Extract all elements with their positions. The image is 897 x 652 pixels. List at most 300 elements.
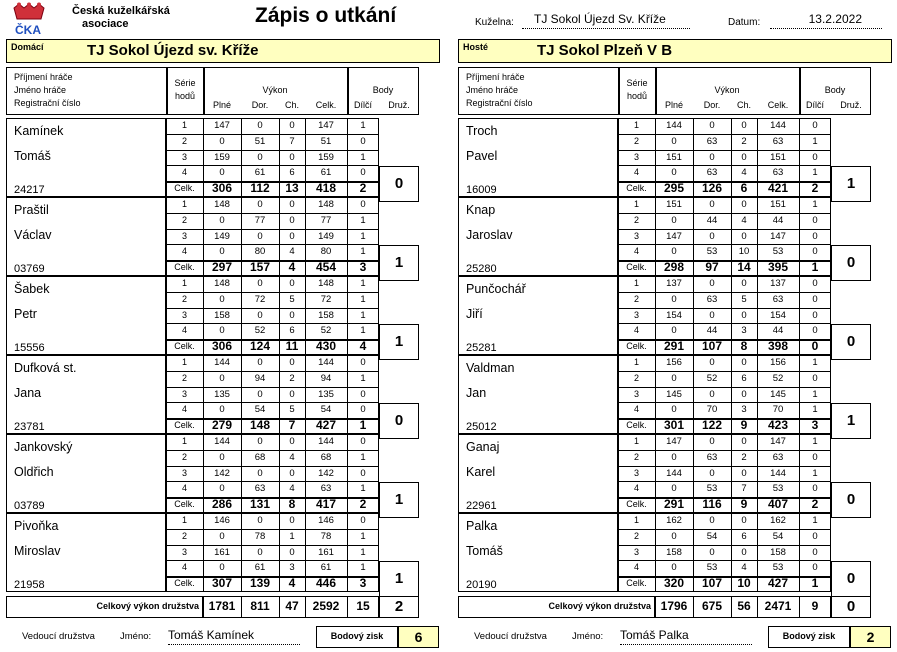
score-cell: 154 xyxy=(770,309,786,321)
column-label: hodů xyxy=(626,91,648,101)
away-col-ch: Ch. xyxy=(736,100,751,110)
score-cell: 0 xyxy=(257,278,263,289)
score-cell: 0 xyxy=(709,546,715,558)
score-cell: 6 xyxy=(289,167,295,179)
score-cell: 157 xyxy=(249,260,271,275)
score-cell: 54 xyxy=(706,530,718,542)
score-cell: 4 xyxy=(288,260,296,275)
score-cell: 156 xyxy=(770,357,786,368)
score-cell: 0 xyxy=(709,151,715,163)
score-cell: 0 xyxy=(360,467,366,479)
score-cell: 0 xyxy=(257,120,263,131)
score-cell: 0 xyxy=(812,562,818,574)
serie-number: 4 xyxy=(181,325,187,336)
serie-number: 2 xyxy=(181,451,187,462)
stats-row-divider xyxy=(618,466,831,467)
stats-row-divider xyxy=(166,481,379,482)
score-cell: 0 xyxy=(219,246,225,258)
score-cell: 0 xyxy=(741,120,747,131)
score-cell: 0 xyxy=(741,388,747,400)
score-cell: 398 xyxy=(767,339,789,354)
score-cell: 1 xyxy=(360,530,366,542)
score-cell: 1 xyxy=(360,246,366,258)
player-team-point: 1 xyxy=(379,324,419,360)
score-cell: 0 xyxy=(360,388,366,400)
stats-row-divider xyxy=(618,529,831,530)
serie-total-label: Celk. xyxy=(174,341,195,352)
player-firstname: Tomáš xyxy=(466,544,503,558)
stats-row-divider xyxy=(166,150,379,151)
score-cell: 126 xyxy=(701,181,723,196)
home-vykon-header: Výkon xyxy=(262,85,288,95)
serie-total-label: Celk. xyxy=(174,578,195,589)
score-cell: 151 xyxy=(666,151,682,163)
score-cell: 0 xyxy=(219,167,225,179)
organization-name: Česká kuželkářská asociace xyxy=(72,5,170,30)
score-cell: 0 xyxy=(257,309,263,321)
score-cell: 1 xyxy=(360,309,366,321)
cka-logo xyxy=(10,2,44,36)
player-surname: Jankovský xyxy=(14,440,73,454)
player-firstname: Jan xyxy=(466,386,487,400)
stats-row-divider xyxy=(618,560,831,561)
score-cell: 4 xyxy=(359,339,367,354)
score-cell: 6 xyxy=(740,181,748,196)
score-cell: 0 xyxy=(219,451,225,463)
score-cell: 162 xyxy=(666,515,682,526)
score-cell: 395 xyxy=(767,260,789,275)
score-cell: 122 xyxy=(701,418,723,433)
score-cell: 53 xyxy=(772,562,784,574)
score-cell: 0 xyxy=(289,388,295,400)
score-cell: 0 xyxy=(360,404,366,416)
score-cell: 0 xyxy=(671,135,677,147)
away-team-bar xyxy=(458,39,892,63)
team-total-value: 811 xyxy=(250,599,270,613)
score-cell: 151 xyxy=(666,199,682,210)
score-cell: 0 xyxy=(289,515,295,526)
score-cell: 0 xyxy=(812,530,818,542)
score-cell: 137 xyxy=(666,278,682,289)
score-cell: 144 xyxy=(770,467,786,479)
serie-total-label: Celk. xyxy=(626,420,647,431)
serie-number: 4 xyxy=(633,325,639,336)
score-cell: 70 xyxy=(772,404,784,416)
serie-number: 3 xyxy=(181,309,187,320)
serie-total-label: Celk. xyxy=(174,420,195,431)
serie-number: 4 xyxy=(633,562,639,573)
stats-row-divider xyxy=(166,134,379,135)
away-col-celk: Celk. xyxy=(767,100,789,110)
score-cell: 3 xyxy=(741,404,747,416)
score-cell: 1 xyxy=(360,230,366,242)
score-cell: 2 xyxy=(811,497,819,512)
score-cell: 0 xyxy=(741,515,747,526)
stats-row-divider xyxy=(618,165,831,166)
score-cell: 158 xyxy=(318,309,334,321)
serie-number: 3 xyxy=(633,388,639,399)
score-cell: 72 xyxy=(320,293,332,305)
away-col-druz: Druž. xyxy=(840,100,862,110)
score-cell: 0 xyxy=(812,278,818,289)
score-cell: 10 xyxy=(738,246,750,258)
score-cell: 1 xyxy=(360,372,366,384)
score-cell: 63 xyxy=(706,451,718,463)
score-cell: 1 xyxy=(360,325,366,337)
score-cell: 295 xyxy=(663,181,685,196)
score-cell: 0 xyxy=(812,372,818,384)
serie-total-label: Celk. xyxy=(174,183,195,194)
score-cell: 78 xyxy=(254,530,266,542)
score-cell: 0 xyxy=(741,151,747,163)
serie-number: 3 xyxy=(633,230,639,241)
serie-number: 3 xyxy=(181,467,187,478)
score-cell: 0 xyxy=(812,546,818,558)
score-cell: 0 xyxy=(709,388,715,400)
score-cell: 4 xyxy=(741,214,747,226)
score-cell: 4 xyxy=(289,451,295,463)
player-surname: Šabek xyxy=(14,282,50,296)
player-firstname: Jaroslav xyxy=(466,228,513,242)
score-cell: 148 xyxy=(318,199,334,210)
player-team-point: 0 xyxy=(379,166,419,202)
stats-row-divider xyxy=(618,450,831,451)
column-label: Registrační číslo xyxy=(466,98,533,108)
home-player-col-header xyxy=(14,71,81,110)
score-cell: 1 xyxy=(811,576,819,591)
player-reg-number: 24217 xyxy=(14,184,45,197)
player-surname: Kamínek xyxy=(14,124,64,138)
score-cell: 1 xyxy=(812,436,818,447)
column-label: hodů xyxy=(174,91,196,101)
away-player-block xyxy=(458,276,871,355)
home-player-block xyxy=(6,355,419,434)
score-cell: 0 xyxy=(741,436,747,447)
player-surname: Dufková st. xyxy=(14,361,77,375)
svg-text:ČKA: ČKA xyxy=(15,23,41,37)
score-cell: 0 xyxy=(219,404,225,416)
player-team-point: 1 xyxy=(831,403,871,439)
score-cell: 4 xyxy=(288,576,296,591)
score-cell: 147 xyxy=(770,436,786,447)
score-cell: 51 xyxy=(254,135,266,147)
leader-name-label: Jméno: xyxy=(572,631,604,642)
score-cell: 297 xyxy=(211,260,233,275)
player-surname: Knap xyxy=(466,203,496,217)
serie-number: 4 xyxy=(181,246,187,257)
score-cell: 0 xyxy=(257,546,263,558)
player-reg-number: 25281 xyxy=(466,342,497,355)
score-cell: 2 xyxy=(741,451,747,463)
score-cell: 0 xyxy=(812,120,818,131)
score-cell: 0 xyxy=(812,151,818,163)
score-cell: 0 xyxy=(219,372,225,384)
score-cell: 148 xyxy=(214,199,230,210)
stats-row-divider xyxy=(166,308,379,309)
score-cell: 146 xyxy=(214,515,230,526)
score-cell: 0 xyxy=(671,325,677,337)
team-total-value: 1781 xyxy=(208,599,236,613)
serie-number: 4 xyxy=(181,483,187,494)
serie-total-label: Celk. xyxy=(626,341,647,352)
score-cell: 0 xyxy=(219,562,225,574)
score-cell: 44 xyxy=(772,325,784,337)
score-cell: 80 xyxy=(254,246,266,258)
points-value: 2 xyxy=(850,626,891,648)
score-cell: 72 xyxy=(254,293,266,305)
score-cell: 0 xyxy=(219,325,225,337)
home-team-name: TJ Sokol Újezd sv. Kříže xyxy=(87,42,259,59)
serie-number: 2 xyxy=(633,214,639,225)
score-cell: 158 xyxy=(214,309,230,321)
score-cell: 77 xyxy=(254,214,266,226)
score-cell: 0 xyxy=(812,214,818,226)
stats-row-divider xyxy=(618,134,831,135)
score-cell: 63 xyxy=(772,293,784,305)
leader-name-label: Jméno: xyxy=(120,631,152,642)
team-total-label: Celkový výkon družstva xyxy=(96,601,199,611)
player-reg-number: 23781 xyxy=(14,421,45,434)
serie-number: 3 xyxy=(181,388,187,399)
venue-label: Kuželna: xyxy=(475,17,514,28)
score-cell: 0 xyxy=(812,309,818,321)
player-surname: Ganaj xyxy=(466,440,500,454)
score-cell: 1 xyxy=(359,418,367,433)
score-cell: 147 xyxy=(666,436,682,447)
score-cell: 147 xyxy=(770,230,786,242)
score-cell: 131 xyxy=(249,497,271,512)
stats-row-divider xyxy=(166,545,379,546)
player-reg-number: 03769 xyxy=(14,263,45,276)
score-cell: 148 xyxy=(214,278,230,289)
date-value: 13.2.2022 xyxy=(770,12,882,29)
score-cell: 0 xyxy=(709,467,715,479)
points-value: 6 xyxy=(398,626,439,648)
score-cell: 107 xyxy=(701,339,723,354)
leader-name: Tomáš Kamínek xyxy=(168,628,300,645)
score-cell: 0 xyxy=(671,214,677,226)
away-player-block xyxy=(458,513,871,592)
score-cell: 52 xyxy=(772,372,784,384)
score-cell: 8 xyxy=(740,339,748,354)
score-cell: 149 xyxy=(214,230,230,242)
home-panel xyxy=(6,67,439,645)
team-total-label: Celkový výkon družstva xyxy=(548,601,651,611)
score-cell: 51 xyxy=(320,135,332,147)
player-firstname: Jiří xyxy=(466,307,483,321)
score-cell: 14 xyxy=(737,260,751,275)
stats-row-divider xyxy=(166,244,379,245)
score-cell: 156 xyxy=(666,357,682,368)
serie-number: 4 xyxy=(633,483,639,494)
score-cell: 63 xyxy=(772,451,784,463)
score-cell: 1 xyxy=(812,357,818,368)
player-team-point: 1 xyxy=(379,245,419,281)
stats-row-divider xyxy=(166,466,379,467)
away-header-divider xyxy=(618,67,620,115)
player-surname: Praštil xyxy=(14,203,49,217)
away-label: Hosté xyxy=(463,42,489,52)
score-cell: 4 xyxy=(741,562,747,574)
score-cell: 94 xyxy=(320,372,332,384)
score-cell: 142 xyxy=(318,467,334,479)
score-cell: 6 xyxy=(289,325,295,337)
score-cell: 0 xyxy=(709,120,715,131)
stats-row-divider xyxy=(618,229,831,230)
score-cell: 0 xyxy=(741,199,747,210)
score-cell: 54 xyxy=(254,404,266,416)
score-cell: 158 xyxy=(666,546,682,558)
score-cell: 0 xyxy=(741,230,747,242)
score-cell: 70 xyxy=(706,404,718,416)
score-cell: 0 xyxy=(709,515,715,526)
stats-row-divider xyxy=(166,529,379,530)
away-panel xyxy=(458,67,891,645)
score-cell: 1 xyxy=(289,530,295,542)
score-cell: 3 xyxy=(741,325,747,337)
score-cell: 144 xyxy=(666,467,682,479)
score-cell: 3 xyxy=(359,576,367,591)
score-cell: 6 xyxy=(741,530,747,542)
score-cell: 2 xyxy=(741,135,747,147)
score-cell: 306 xyxy=(211,339,233,354)
score-cell: 53 xyxy=(706,562,718,574)
score-cell: 1 xyxy=(812,404,818,416)
score-cell: 1 xyxy=(360,546,366,558)
score-cell: 0 xyxy=(812,483,818,495)
score-cell: 63 xyxy=(772,167,784,179)
score-cell: 0 xyxy=(289,357,295,368)
team-total-value: 1796 xyxy=(660,599,688,613)
score-cell: 146 xyxy=(318,515,334,526)
score-cell: 1 xyxy=(812,135,818,147)
score-cell: 421 xyxy=(767,181,789,196)
team-total-druz: 2 xyxy=(379,596,419,618)
serie-number: 2 xyxy=(633,451,639,462)
player-team-point: 0 xyxy=(831,561,871,597)
score-cell: 161 xyxy=(318,546,334,558)
score-cell: 142 xyxy=(214,467,230,479)
score-cell: 135 xyxy=(214,388,230,400)
score-cell: 0 xyxy=(360,199,366,210)
serie-number: 4 xyxy=(181,167,187,178)
score-cell: 1 xyxy=(360,151,366,163)
home-col-dor: Dor. xyxy=(251,100,269,110)
score-cell: 154 xyxy=(666,309,682,321)
player-surname: Palka xyxy=(466,519,498,533)
serie-number: 3 xyxy=(181,151,187,162)
serie-number: 2 xyxy=(633,293,639,304)
serie-number: 2 xyxy=(633,135,639,146)
score-cell: 0 xyxy=(289,278,295,289)
team-total-value: 56 xyxy=(737,599,751,613)
serie-number: 1 xyxy=(633,199,639,209)
away-player-block xyxy=(458,434,871,513)
serie-number: 1 xyxy=(181,120,187,130)
score-cell: 68 xyxy=(320,451,332,463)
player-team-point: 0 xyxy=(831,482,871,518)
team-total-druz: 0 xyxy=(831,596,871,618)
player-surname: Valdman xyxy=(466,361,515,375)
serie-number: 4 xyxy=(181,562,187,573)
stats-row-divider xyxy=(618,387,831,388)
home-player-block xyxy=(6,434,419,513)
column-label: Jméno hráče xyxy=(466,85,519,95)
score-cell: 0 xyxy=(360,135,366,147)
score-cell: 279 xyxy=(211,418,233,433)
score-cell: 5 xyxy=(289,404,295,416)
score-cell: 61 xyxy=(320,562,332,574)
score-cell: 1 xyxy=(360,451,366,463)
serie-number: 2 xyxy=(181,530,187,541)
score-cell: 407 xyxy=(767,497,789,512)
serie-number: 3 xyxy=(181,230,187,241)
score-cell: 144 xyxy=(214,357,230,368)
serie-total-label: Celk. xyxy=(626,262,647,273)
score-cell: 0 xyxy=(257,467,263,479)
player-team-point: 0 xyxy=(831,324,871,360)
score-cell: 78 xyxy=(320,530,332,542)
score-cell: 0 xyxy=(671,167,677,179)
serie-number: 4 xyxy=(633,246,639,257)
score-cell: 6 xyxy=(741,372,747,384)
score-cell: 53 xyxy=(772,246,784,258)
player-surname: Pivoňka xyxy=(14,519,59,533)
serie-number: 1 xyxy=(633,120,639,130)
score-cell: 0 xyxy=(219,214,225,226)
score-cell: 11 xyxy=(285,339,299,354)
away-team-name: TJ Sokol Plzeň V B xyxy=(537,42,673,59)
home-team-bar xyxy=(6,39,440,63)
score-cell: 0 xyxy=(741,278,747,289)
score-cell: 0 xyxy=(360,167,366,179)
score-cell: 52 xyxy=(706,372,718,384)
serie-number: 4 xyxy=(633,404,639,415)
score-cell: 144 xyxy=(666,120,682,131)
score-cell: 1 xyxy=(812,515,818,526)
score-cell: 144 xyxy=(214,436,230,447)
score-cell: 63 xyxy=(706,293,718,305)
score-cell: 61 xyxy=(320,167,332,179)
leader-name: Tomáš Palka xyxy=(620,628,752,645)
team-total-value: 2592 xyxy=(312,599,340,613)
score-cell: 1 xyxy=(812,388,818,400)
score-cell: 0 xyxy=(671,562,677,574)
serie-number: 1 xyxy=(181,278,187,288)
home-serie-col-header xyxy=(170,77,200,103)
home-body-header: Body xyxy=(372,85,394,95)
score-cell: 286 xyxy=(211,497,233,512)
score-cell: 291 xyxy=(663,497,685,512)
score-cell: 1 xyxy=(360,293,366,305)
score-cell: 158 xyxy=(770,546,786,558)
score-cell: 148 xyxy=(318,278,334,289)
score-cell: 3 xyxy=(289,562,295,574)
player-reg-number: 25012 xyxy=(466,421,497,434)
score-cell: 0 xyxy=(671,404,677,416)
serie-total-label: Celk. xyxy=(174,499,195,510)
score-cell: 1 xyxy=(360,278,366,289)
score-cell: 0 xyxy=(289,230,295,242)
score-cell: 4 xyxy=(741,167,747,179)
score-cell: 0 xyxy=(812,451,818,463)
score-cell: 44 xyxy=(706,325,718,337)
score-cell: 44 xyxy=(772,214,784,226)
score-cell: 161 xyxy=(214,546,230,558)
team-total-value: 47 xyxy=(285,599,299,613)
score-cell: 427 xyxy=(315,418,337,433)
player-team-point: 0 xyxy=(831,245,871,281)
